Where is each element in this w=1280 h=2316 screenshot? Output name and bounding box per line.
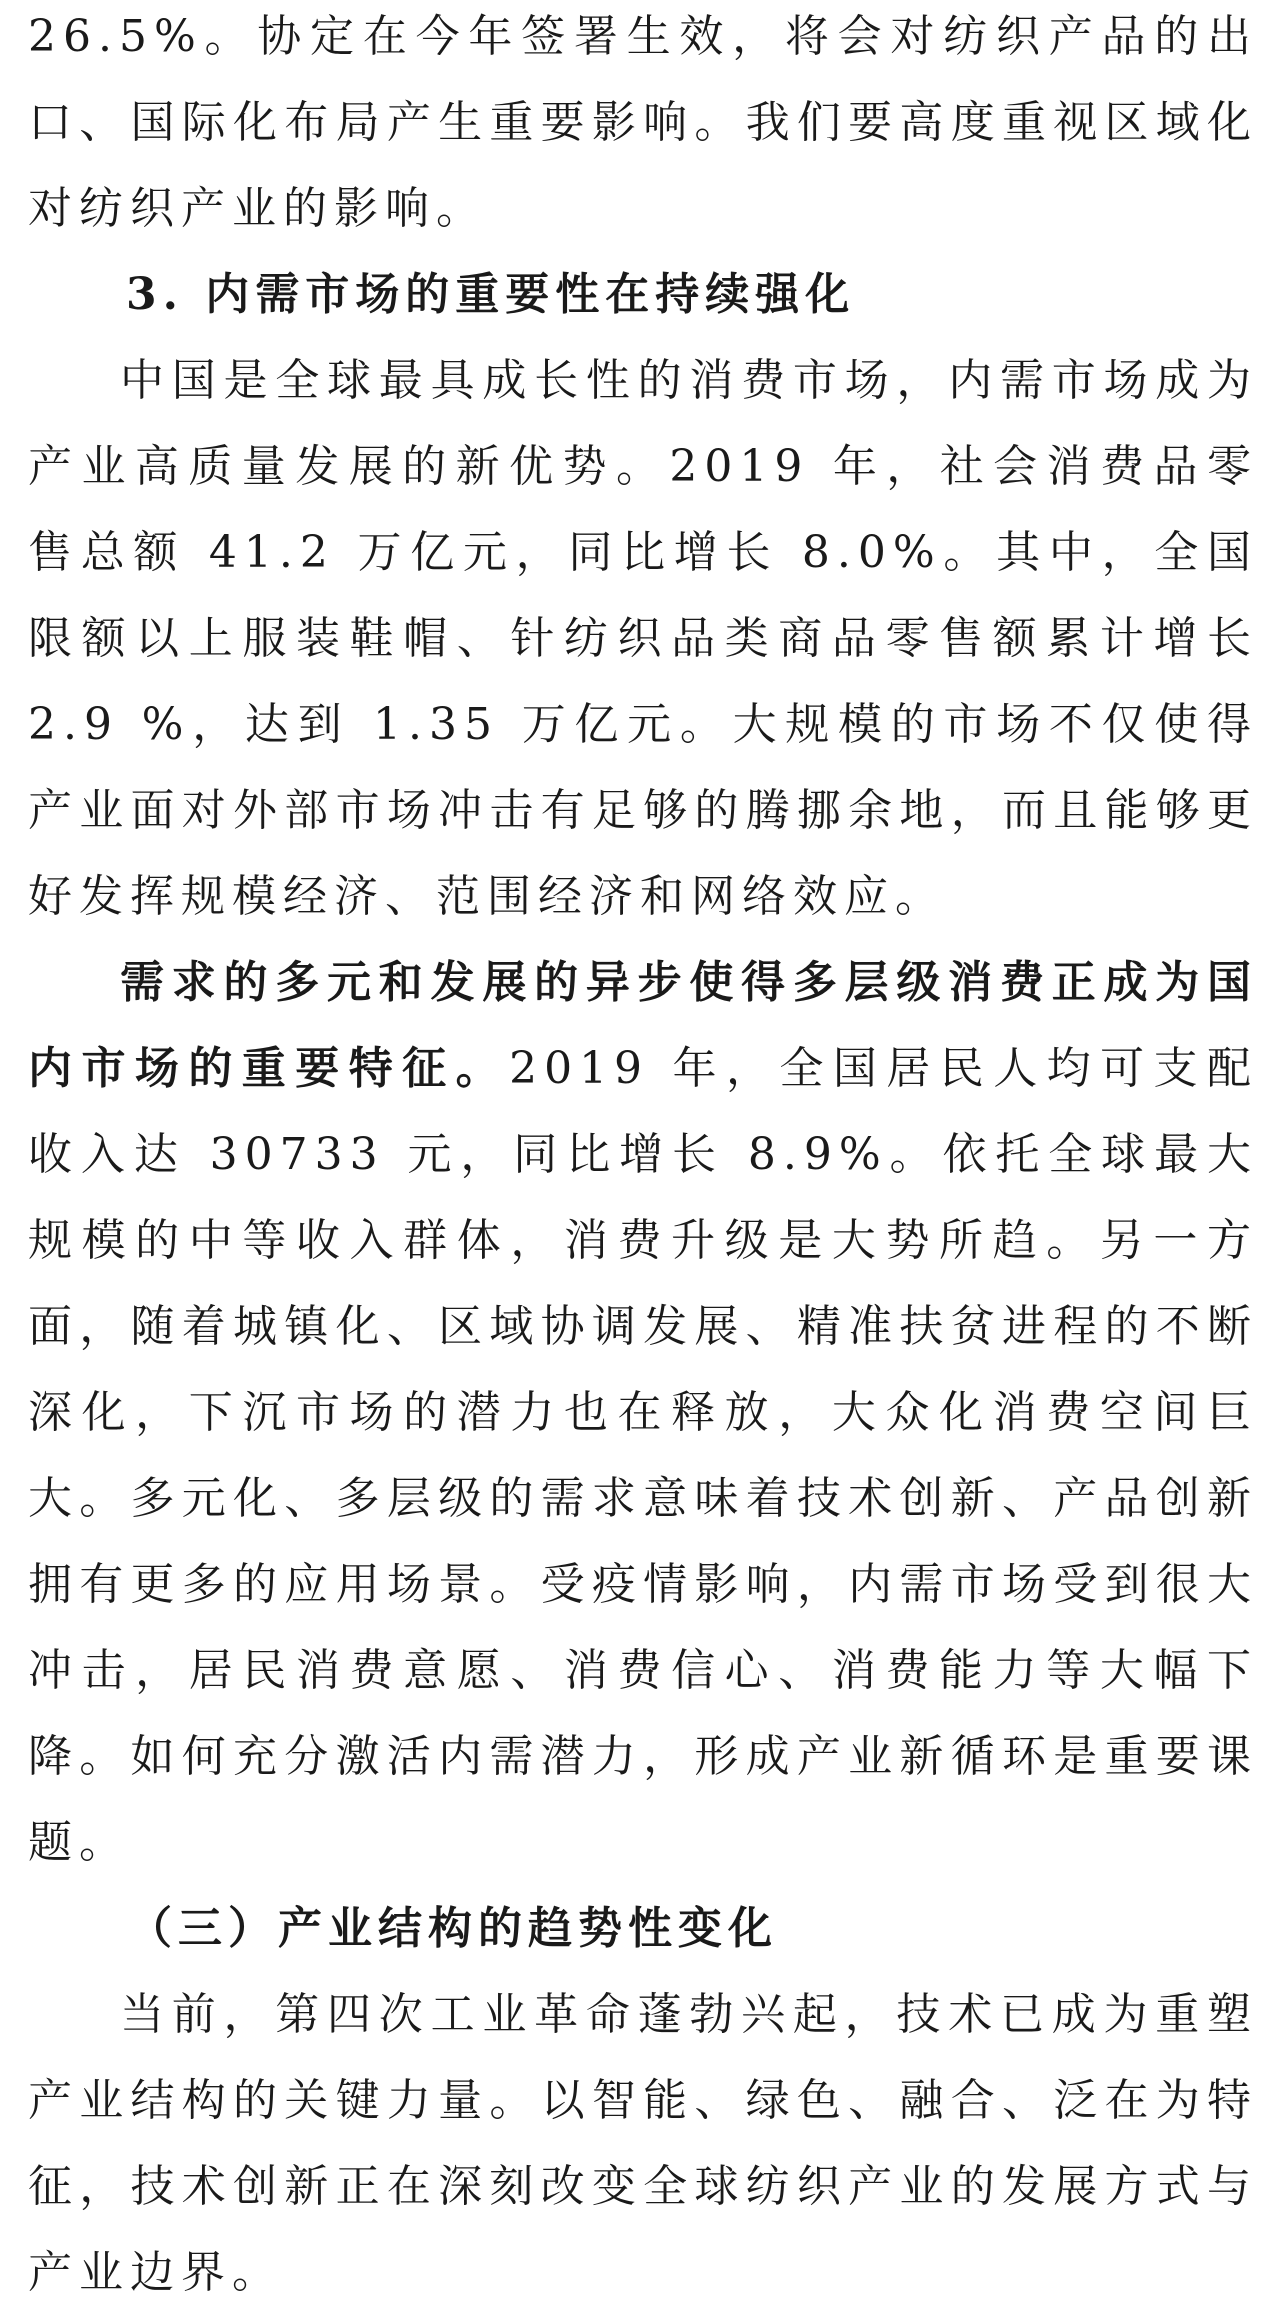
section-heading-industry-structure: （三）产业结构的趋势性变化: [128, 1903, 778, 1954]
paragraph-domestic-market: 中国是全球最具成长性的消费市场，内需市场成为产业高质量发展的新优势。2019 年，社会消费品零售总额 41.2 万亿元，同比增长 8.0%。其中，全国限额以上服装鞋帽、针纺织品类商品零售额累计增长 2.9 %，达到 1.35 万亿元。大规模的市场不仅使得产业面对外部市场冲击有足够的腾挪余地，而且能够更好发挥规模经济、范围经济和网络效应。: [28, 355, 1258, 922]
subsection-heading-domestic-demand: 3. 内需市场的重要性在持续强化: [126, 269, 856, 320]
paragraph-industrial-revolution: 当前，第四次工业革命蓬勃兴起，技术已成为重塑产业结构的关键力量。以智能、绿色、融合、泛在为特征，技术创新正在深刻改变全球纺织产业的发展方式与产业边界。: [28, 1989, 1258, 2298]
paragraph-multilevel-consumption: [28, 940, 1258, 1886]
paragraph-body: 2019 年，全国居民人均可支配收入达 30733 元，同比增长 8.9%。依托全球最大规模的中等收入群体，消费升级是大势所趋。另一方面，随着城镇化、区域协调发展、精准扶贫进程的不断深化，下沉市场的潜力也在释放，大众化消费空间巨大。多元化、多层级的需求意味着技术创新、产品创新拥有更多的应用场景。受疫情影响，内需市场受到很大冲击，居民消费意愿、消费信心、消费能力等大幅下降。如何充分激活内需潜力，形成产业新循环是重要课题。: [28, 1043, 1259, 1868]
document-page: [28, 0, 1258, 2316]
paragraph-lead-sentence: 需求的多元和发展的异步使得多层级消费正成为国内市场的重要特征。: [28, 957, 1258, 1094]
paragraph-continuation: 26.5%。协定在今年签署生效，将会对纺织产品的出口、国际化布局产生重要影响。我们要高度重视区域化对纺织产业的影响。: [28, 11, 1258, 234]
